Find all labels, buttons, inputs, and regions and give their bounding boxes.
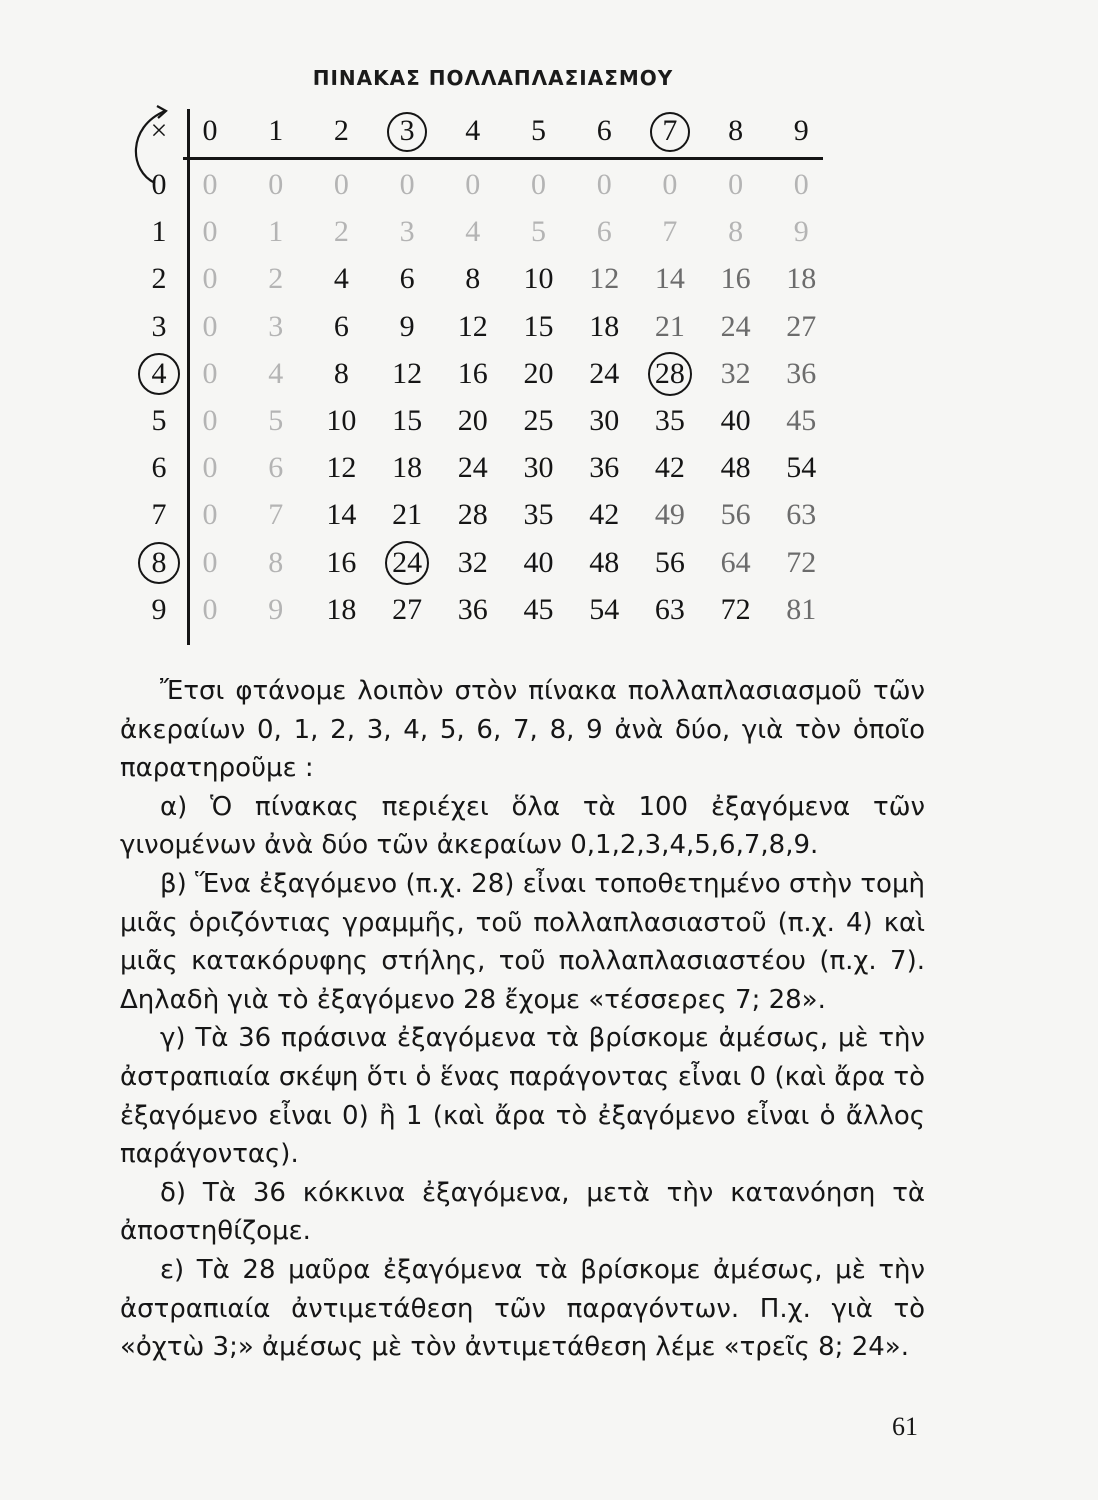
table-cell: 63: [654, 592, 685, 626]
row-header: 0: [151, 168, 167, 201]
multiplication-table: [125, 105, 825, 665]
column-header: 7: [662, 114, 678, 147]
table-cell: 24: [720, 309, 751, 343]
table-cell: 2: [268, 262, 284, 296]
row-header: 2: [151, 262, 167, 296]
table-cell: 81: [786, 592, 817, 626]
table-cell: 18: [589, 309, 620, 343]
table-cell: 0: [202, 262, 218, 296]
table-cell: 36: [457, 592, 488, 626]
table-cell: 24: [589, 356, 620, 390]
table-cell: 2: [333, 215, 349, 249]
table-cell: 0: [333, 168, 349, 201]
table-cell: 24: [392, 545, 423, 579]
table-cell: 36: [786, 356, 817, 390]
table-cell: 45: [523, 592, 554, 626]
table-cell: 32: [457, 545, 488, 579]
table-cell: 20: [523, 356, 554, 390]
table-cell: 0: [202, 309, 218, 343]
table-cell: 16: [457, 356, 488, 390]
row-header: 7: [151, 498, 167, 532]
table-cell: 25: [523, 404, 554, 437]
table-cell: 9: [268, 592, 284, 626]
table-cell: 36: [589, 451, 620, 485]
table-cell: 0: [202, 215, 218, 249]
table-cell: 64: [720, 545, 751, 579]
table-cell: 10: [326, 404, 357, 437]
table-cell: 15: [392, 404, 423, 437]
table-cell: 6: [268, 451, 284, 485]
table-cell: 27: [392, 592, 423, 626]
table-cell: 54: [786, 451, 817, 485]
multiply-symbol: ×: [150, 114, 168, 147]
column-header: 9: [793, 114, 809, 147]
page-number: 61: [892, 1412, 918, 1441]
table-cell: 7: [268, 498, 284, 532]
table-cell: 8: [333, 356, 349, 390]
table-cell: 63: [786, 498, 817, 532]
table-cell: 0: [268, 168, 284, 201]
table-cell: 30: [589, 404, 620, 437]
table-cell: 6: [399, 262, 415, 296]
table-cell: 21: [392, 498, 423, 532]
table-cell: 16: [720, 262, 751, 296]
table-cell: 5: [531, 215, 546, 249]
row-header: 1: [151, 215, 167, 249]
table-cell: 0: [662, 168, 678, 201]
table-cell: 49: [654, 498, 685, 532]
paragraph-intro: Ἔτσι φτάνομε λοιπὸν στὸν πίνακα πολλαπλασιασμοῦ τῶν ἀκεραίων 0, 1, 2, 3, 4, 5, 6, 7, 8, 9 ἀνὰ δύο, γιὰ τὸν ὁποῖο παρατηροῦμε :: [120, 676, 925, 784]
column-header: 2: [333, 114, 349, 147]
row-header: 5: [151, 404, 167, 437]
table-cell: 56: [720, 498, 751, 532]
row-header: 3: [151, 309, 167, 343]
table-cell: 12: [392, 356, 423, 390]
table-cell: 30: [523, 451, 554, 485]
column-divider: [187, 109, 190, 645]
table-cell: 14: [654, 262, 685, 296]
table-cell: 3: [268, 309, 284, 343]
table-cell: 28: [654, 356, 685, 390]
table-cell: 1: [268, 215, 284, 249]
column-header: 8: [728, 114, 744, 147]
table-cell: 42: [654, 451, 685, 485]
table-cell: 8: [728, 215, 744, 249]
table-cell: 6: [333, 309, 349, 343]
paragraph-beta: β) Ἕνα ἐξαγόμενο (π.χ. 28) εἶναι τοποθετημένο στὴν τομὴ μιᾶς ὁριζόντιας γραμμῆς, τοῦ πολλαπλασιαστοῦ (π.χ. 4) καὶ μιᾶς κατακόρυφης στήλης, τοῦ πολλαπλασιαστέου (π.χ. 7). Δηλαδὴ γιὰ τὸ ἐξαγόμενο 28 ἔχομε «τέσσερες 7; 28».: [120, 868, 925, 1015]
table-cell: 72: [786, 545, 817, 579]
table-cell: 0: [202, 404, 218, 437]
table-cell: 8: [465, 262, 481, 296]
table-cell: 56: [654, 545, 685, 579]
paragraph-gamma: γ) Τὰ 36 πράσινα ἐξαγόμενα τὰ βρίσκομε ἀμέσως, μὲ τὴν ἀστραπιαία σκέψη ὅτι ὁ ἕνας παράγοντας εἶναι 0 (καὶ ἄρα τὸ ἐξαγόμενο εἶναι 0) ἢ 1 (καὶ ἄρα τὸ ἐξαγόμενο εἶναι ὁ ἄλλος παράγοντας).: [120, 1023, 925, 1170]
table-cell: 0: [202, 356, 218, 390]
table-cell: 0: [202, 451, 218, 485]
table-cell: 54: [589, 592, 620, 626]
table-cell: 4: [333, 262, 349, 296]
table-cell: 0: [728, 168, 744, 201]
table-cell: 0: [399, 168, 415, 201]
column-header: 6: [596, 114, 612, 147]
table-cell: 4: [465, 215, 481, 249]
row-header: 9: [151, 592, 167, 626]
table-cell: 9: [399, 309, 415, 343]
table-cell: 0: [202, 592, 218, 626]
table-cell: 72: [720, 592, 751, 626]
table-cell: 14: [326, 498, 357, 532]
table-cell: 32: [720, 356, 751, 390]
column-header: 4: [465, 114, 481, 147]
table-cell: 16: [326, 545, 357, 579]
table-cell: 0: [202, 545, 218, 579]
table-cell: 18: [786, 262, 817, 296]
row-header: 6: [151, 451, 167, 485]
table-cell: 40: [523, 545, 554, 579]
column-header: 5: [531, 114, 546, 147]
paragraph-delta: δ) Τὰ 36 κόκκινα ἐξαγόμενα, μετὰ τὴν κατανόηση τὰ ἀποστηθίζομε.: [120, 1177, 925, 1247]
table-cell: 45: [786, 404, 817, 437]
table-cell: 9: [793, 215, 809, 249]
table-cell: 12: [326, 451, 357, 485]
paragraph-alpha: α) Ὁ πίνακας περιέχει ὅλα τὰ 100 ἐξαγόμενα τῶν γινομένων ἀνὰ δύο τῶν ἀκεραίων 0,1,2,3,4,5,6,7,8,9.: [120, 791, 925, 861]
column-header: 3: [399, 114, 415, 147]
table-cell: 21: [654, 309, 685, 343]
table-cell: 3: [399, 215, 415, 249]
table-cell: 0: [202, 168, 218, 201]
table-cell: 0: [596, 168, 612, 201]
table-cell: 24: [457, 451, 488, 485]
table-cell: 10: [523, 262, 554, 296]
table-cell: 20: [457, 404, 488, 437]
table-cell: 7: [662, 215, 678, 249]
row-header: 8: [151, 545, 167, 579]
table-cell: 42: [589, 498, 620, 532]
paragraph-epsilon: ε) Τὰ 28 μαῦρα ἐξαγόμενα τὰ βρίσκομε ἀμέσως, μὲ τὴν ἀστραπιαία ἀντιμετάθεση τῶν παραγόντων. Π.χ. γιὰ τὸ «ὀχτὼ 3;» ἀμέσως μὲ τὸν ἀντιμετάθεση λέμε «τρεῖς 8; 24».: [120, 1254, 925, 1363]
table-cell: 35: [654, 404, 685, 437]
table-cell: 5: [268, 404, 284, 437]
row-header: 4: [151, 356, 167, 390]
table-cell: 48: [589, 545, 620, 579]
column-header: 0: [202, 114, 218, 147]
table-cell: 48: [720, 451, 751, 485]
table-cell: 0: [465, 168, 481, 201]
table-cell: 27: [786, 309, 817, 343]
table-cell: 6: [596, 215, 612, 249]
table-cell: 35: [523, 498, 554, 532]
table-cell: 12: [457, 309, 488, 343]
table-cell: 15: [523, 309, 554, 343]
table-title: ΠΙΝΑΚΑΣ ΠΟΛΛΑΠΛΑΣΙΑΣΜΟΥ: [312, 66, 674, 90]
column-header: 1: [268, 114, 284, 147]
table-cell: 8: [268, 545, 284, 579]
header-divider: [183, 157, 823, 160]
table-cell: 28: [457, 498, 488, 532]
table-cell: 12: [589, 262, 620, 296]
body-text: [120, 672, 925, 1367]
table-cell: 0: [531, 168, 546, 201]
table-cell: 4: [268, 356, 284, 390]
table-cell: 0: [202, 498, 218, 532]
table-cell: 18: [392, 451, 423, 485]
table-cell: 0: [793, 168, 809, 201]
table-cell: 18: [326, 592, 357, 626]
table-cell: 40: [720, 404, 751, 437]
